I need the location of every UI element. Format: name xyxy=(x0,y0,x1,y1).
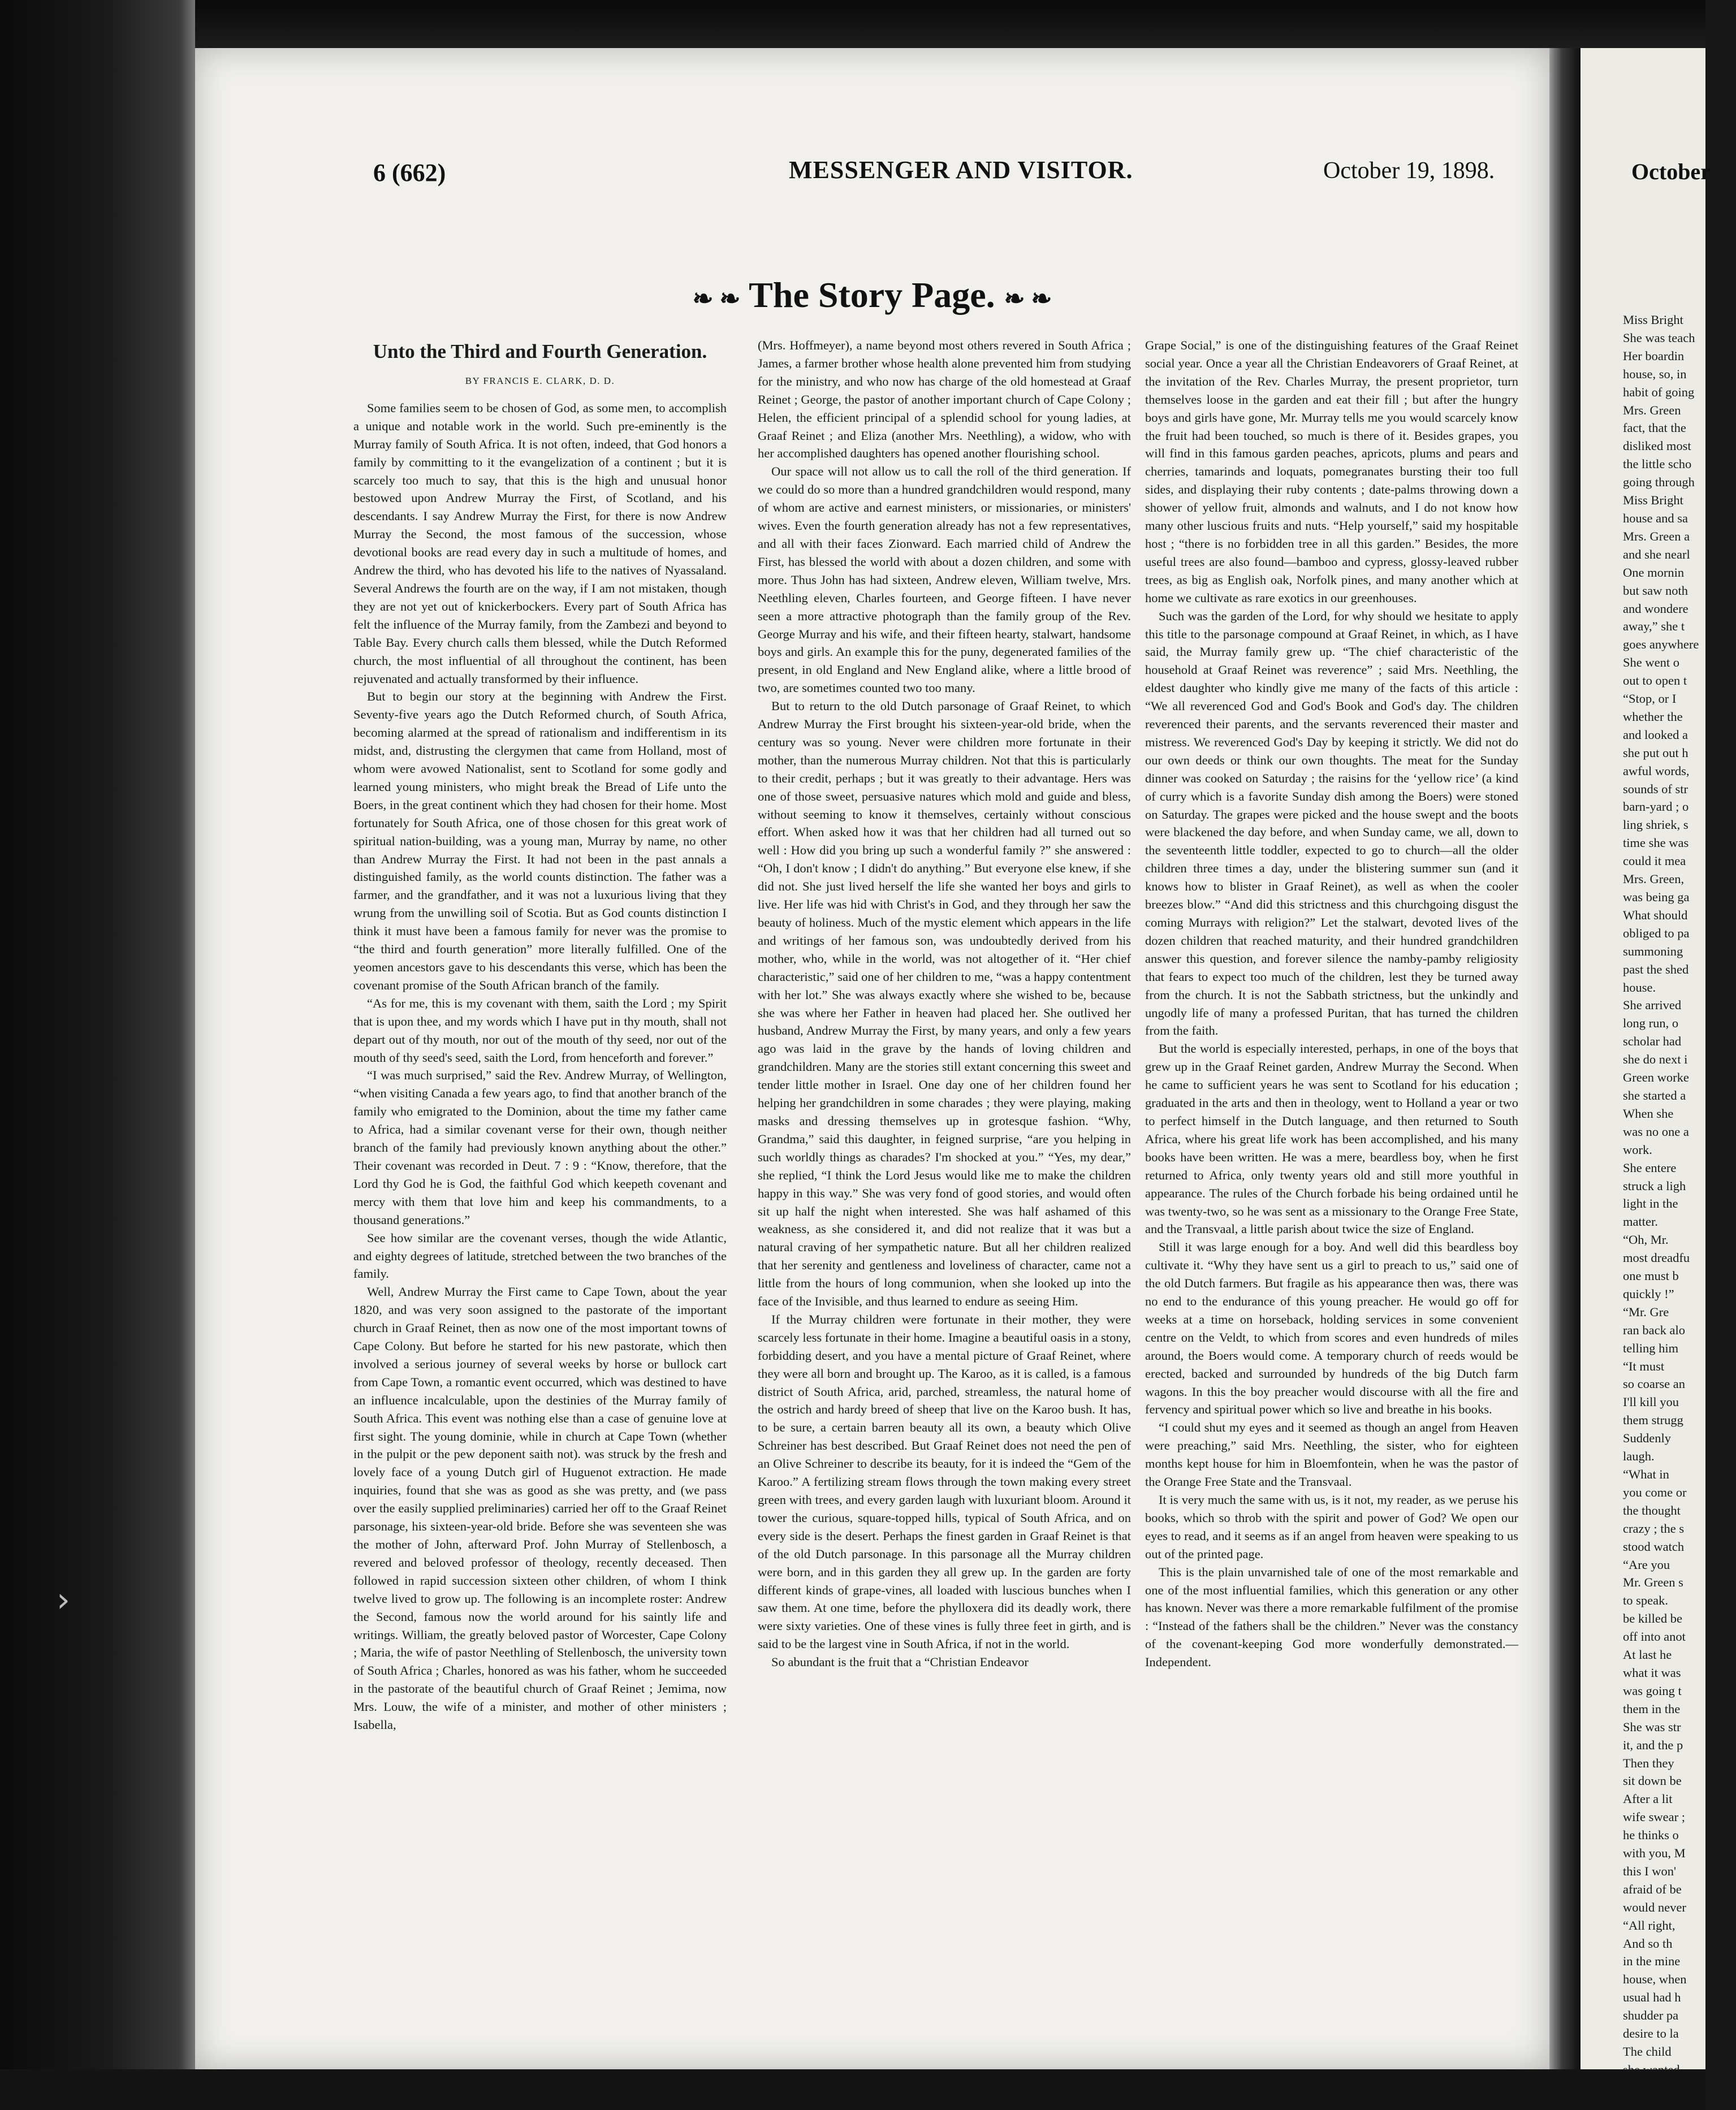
chevron-right-icon: › xyxy=(57,1580,70,1620)
adjacent-page-line: them strugg xyxy=(1623,1413,1683,1428)
adjacent-page xyxy=(1580,48,1711,2069)
article-paragraph: But to begin our story at the beginning with Andrew the First. Seventy-five years ago the Dutch Reformed church, of South Africa, becoming alarmed at the spread of rationalism and indifferentism in its midst, and, distrusting the clergymen that came from Holland, most of whom were avowed Nationalist, sent to Scotland for some godly and learned young ministers, who might break the Bread of Life unto the Boers, in the great continent which they had chosen for their home. Most fortunately for South Africa, one of those chosen for this great work of spiritual nation-building, was a young man, Murray by name, no other than Andrew Murray the First. It had not been in the past annals a distinguished family, as the world counts distinction. The father was a farmer, and the grandfather, and it was not a luxurious living that they wrung from the unwilling soil of Scotia. But as God counts distinction I think it must have been a famous family for never was the promise to “the third and fourth generation” more literally fulfilled. One of the yeomen ancestors gave to his descendants this verse, which has been the covenant promise of the South African branch of the family. xyxy=(353,689,727,992)
adjacent-page-line: house. xyxy=(1623,980,1656,995)
adjacent-page-line: desire to la xyxy=(1623,2026,1679,2041)
adjacent-page-header: October xyxy=(1631,159,1711,184)
adjacent-page-line: awful words, xyxy=(1623,763,1690,778)
adjacent-page-line: past the shed xyxy=(1623,962,1689,976)
article-paragraph: This is the plain unvarnished tale of one of the most remarkable and one of the most influential families, which this generation or any other has known. Never was there a more remarkable fulfilment of the promise : “Instead of the fathers shall be the children.” Never was the constancy of the covenant-keeping God more wonderfully demonstrated.—Independent. xyxy=(1145,1564,1518,1670)
scripture-quote: “As for me, this is my covenant with them, saith the Lord ; my Spirit that is upon thee, and my words which I have put in thy mouth, shall not depart out of thy mouth, nor out of the mouth of thy seed, nor out of the mouth of thy seed's seed, saith the Lord, from henceforth and forever.” xyxy=(353,996,727,1065)
adjacent-page-line: Mrs. Green, xyxy=(1623,872,1685,887)
adjacent-page-line: The child xyxy=(1623,2044,1672,2059)
article-paragraph: Still it was large enough for a boy. And well did this beardless boy cultivate it. “Why they have sent us a girl to preach to us,” said one of the old Dutch farmers. But fragile as his appearance then was, there was no end to the endurance of this young preacher. He would go off for weeks at a time on horseback, holding services in some convenient centre on the Veldt, to which from scores and even hundreds of miles around, the Boers would come. A temporary church of reeds would be erected, backed and surrounded by hundreds of the big Dutch farm wagons. In this the boy preacher would discourse with all the fire and fervency and spiritual power which so live and breathe in his books. xyxy=(1145,1240,1518,1417)
adjacent-page-line: She went o xyxy=(1623,655,1679,670)
adjacent-page-line: Miss Bright xyxy=(1623,313,1683,327)
adjacent-page-line: “Are you xyxy=(1623,1557,1670,1572)
adjacent-page-line: summoning xyxy=(1623,944,1683,958)
adjacent-page-line: what it was xyxy=(1623,1665,1681,1680)
article-paragraph: If the Murray children were fortunate in their mother, they were scarcely less fortunate in their home. Imagine a beautiful oasis in a stony, forbidding desert, and you have a mental picture of Graaf Reinet, where they were all born and brought up. The Karoo, as it is called, is a famous district of South Africa, arid, parched, streamless, the natural home of the ostrich and hardy breed of sheep that live on the Karoo bush. It has, to be sure, a certain barren beauty all its own, a beauty which Olive Schreiner has best described. But Graaf Reinet does not need the pen of an Olive Schreiner to describe its beauty, for it is indeed the “Gem of the Karoo.” A fertilizing stream flows through the town making every street green with trees, and every garden laugh with luxuriant bloom. Around it tower the curious, square-topped hills, typical of South Africa, and on every side is the desert. Perhaps the finest garden in Graaf Reinet is that of the old Dutch parsonage. In this parsonage all the Murray children were born, and in this garden they all grew up. In the garden are forty different kinds of grape-vines, all loaded with luscious bunches when I saw them. At one time, before the phylloxera did its deadly work, there were sixty varieties. One of these vines is fully three feet in girth, and is said to be the largest vine in South Africa, if not in the world. xyxy=(758,1312,1131,1651)
article-paragraph: Grape Social,” is one of the distinguishing features of the Graaf Reinet social year. Once a year all the Christian Endeavorers of Graaf Reinet, at the invitation of the Rev. Charles Murray, the present proprietor, turn themselves loose in the garden and eat their fill ; but after the hungry boys and girls have gone, Mr. Murray tells me you would scarcely know the fruit had been touched, so much is there of it. Besides grapes, you will find in this famous garden peaches, apricots, plums and pears and cherries, tamarinds and loquats, pomegranates bursting their too full sides, and displaying their ruby contents ; date-palms throwing down a shower of yellow fruit, almonds and walnuts, and I do not know how many other luscious fruits and nuts. “Help yourself,” said my hospitable host ; “there is no forbidden tree in all this garden.” Besides, the more useful trees are also found—bamboo and cypress, glossy-leaved rubber trees, as big as English oak, Norfolk pines, and many another which at home we cultivate as rare exotics in our greenhouses. xyxy=(1145,338,1518,605)
newspaper-page xyxy=(195,48,1549,2069)
adjacent-page-line: Suddenly xyxy=(1623,1431,1672,1446)
article-paragraph: But to return to the old Dutch parsonage of Graaf Reinet, to which Andrew Murray the First brought his sixteen-year-old bride, when the century was so young. Never were children more fortunate in their mother, than the numerous Murray children. Not that this is particularly to their credit, perhaps ; but it was greatly to their advantage. Hers was one of those sweet, persuasive natures which mold and guide and bless, without seeming to know it themselves, certainly without conscious effort. When asked how it was that her children had all turned out so well : How did you bring up such a wonderful family ?” she answered : “Oh, I don't know ; I didn't do anything.” But everyone else knew, if she did not. She just lived herself the life she wanted her boys and girls to live. Her life was hid with Christ's in God, and they through her saw the beauty of holiness. Much of the mystic element which appears in the life and writings of her famous son, was undoubtedly derived from his mother, who, while in the world, was not altogether of it. “Her chief characteristic,” said one of her children to me, “was a happy contentment with her lot.” She was always exactly where she wished to be, because she was where her Father in heaven had placed her. She outlived her husband, Andrew Murray the First, by many years, and only a few years ago was laid in the grave by the hands of loving children and grandchildren. Many are the stories still extant concerning this sweet and tender little mother in Israel. One day one of her children found her helping her grandchildren in some charades ; they were playing, making masks and dressing themselves up in grotesque fashion. “Why, Grandma,” said this daughter, in feigned surprise, “are you helping in such worldly things as charades? I'm shocked at you.” “Yes, my dear,” she replied, “I think the Lord Jesus would like me to make the children happy in this way.” She was very fond of good stories, and would often sit up half the night when interested. She was half ashamed of this weakness, as she considered it, and did not realize that it was but a natural craving of her sympathetic nature. But all her children realized that her serenity and gentleness and loveliness of character, came not a little from the hours of long communion, when she looked up into the face of the Invisible, and thus learned to endure as seeing Him. xyxy=(758,699,1131,1309)
adjacent-page-line: the thought xyxy=(1623,1503,1681,1517)
adjacent-page-line: out to open t xyxy=(1623,673,1687,688)
leaf-ornament-icon: ❧ ❧ xyxy=(692,285,741,313)
adjacent-page-line: but saw noth xyxy=(1623,583,1688,598)
adjacent-page-column xyxy=(1623,311,1736,2097)
adjacent-page-line: she do next i xyxy=(1623,1052,1688,1067)
article-title: Unto the Third and Fourth Generation. xyxy=(373,340,707,362)
adjacent-page-line: would never xyxy=(1623,1900,1686,1914)
newspaper-name: MESSENGER AND VISITOR. xyxy=(789,156,1133,184)
adjacent-page-line: with you, M xyxy=(1623,1846,1686,1861)
adjacent-page-line: “It must xyxy=(1623,1359,1665,1373)
adjacent-page-line: sounds of str xyxy=(1623,781,1689,796)
adjacent-page-line: She arrived xyxy=(1623,998,1682,1013)
adjacent-page-line: house, when xyxy=(1623,1972,1687,1987)
article-byline: BY FRANCIS E. CLARK, D. D. xyxy=(465,375,615,386)
adjacent-page-line: She was teach xyxy=(1623,330,1695,345)
adjacent-page-line: I'll kill you xyxy=(1623,1395,1679,1409)
adjacent-page-line: shudder pa xyxy=(1623,2008,1679,2023)
article-column-1 xyxy=(353,339,727,2066)
article-paragraph: Well, Andrew Murray the First came to Cape Town, about the year 1820, and was very soon assigned to the pastorate of the important church in Graaf Reinet, then as now one of the most important towns of Cape Colony. But before he started for his new pastorate, which then involved a serious journey of several weeks by horse or bullock cart from Cape Town, a romantic event occurred, which was destined to have an influence incalculable, upon the destinies of the Murray family of South Africa. This event was nothing else than a case of genuine love at first sight. The young dominie, while in church at Cape Town (whether in the pulpit or the pew deponent saith not). was struck by the fresh and lovely face of a young Dutch girl of Huguenot extraction. He made inquiries, found that she was as good as she was pretty, and (we pass over the easily supplied preliminaries) carried her off to the Graaf Reinet parsonage, his sixteen-year-old bride. Before she was seventeen she was the mother of John, afterward Prof. John Murray of Stellenbosch, a revered and beloved professor of theology, recently deceased. Then followed in rapid succession sixteen other children, of whom I think twelve lived to grow up. The following is an incomplete roster: Andrew the Second, famous now the world around for his saintly life and writings. William, the greatly beloved pastor of Worcester, Cape Colony ; Maria, the wife of pastor Neethling of Stellenbosch, the university town of South Africa ; Charles, honored as was his father, whom he succeeded in the pastorate of the beautiful church of Graaf Reinet ; Jemima, now Mrs. Louw, the wife of a minister, and mother of other ministers ; Isabella, xyxy=(353,1285,727,1732)
adjacent-page-line: One mornin xyxy=(1623,565,1685,580)
adjacent-page-line: in the mine xyxy=(1623,1954,1681,1969)
adjacent-page-line: was no one a xyxy=(1623,1124,1689,1139)
adjacent-page-line: sit down be xyxy=(1623,1774,1682,1788)
adjacent-page-line: she put out h xyxy=(1623,745,1689,760)
film-border-left xyxy=(0,0,195,2110)
adjacent-page-line: them in the xyxy=(1623,1701,1681,1716)
adjacent-page-line: obliged to pa xyxy=(1623,926,1690,940)
adjacent-page-line: most dreadfu xyxy=(1623,1251,1690,1265)
adjacent-page-line: She was str xyxy=(1623,1719,1681,1734)
adjacent-page-line: Then they xyxy=(1623,1756,1674,1770)
adjacent-page-line: he thinks o xyxy=(1623,1828,1679,1843)
film-border-top xyxy=(0,0,1705,48)
adjacent-page-line: Mrs. Green a xyxy=(1623,529,1690,543)
adjacent-page-line: ran back alo xyxy=(1623,1322,1685,1337)
article-column-2 xyxy=(758,336,1131,2066)
adjacent-page-line: it, and the p xyxy=(1623,1737,1683,1752)
adjacent-page-line: stood watch xyxy=(1623,1539,1685,1554)
article-paragraph: So abundant is the fruit that a “Christian Endeavor xyxy=(771,1655,1029,1670)
adjacent-page-line: When she xyxy=(1623,1106,1674,1121)
adjacent-page-line: afraid of be xyxy=(1623,1882,1682,1896)
article-paragraph: Some families seem to be chosen of God, as some men, to accomplish a unique and notable work in the world. Such pre-eminently is the Murray family of South Africa. It is not often, indeed, that God honors a family by committing to it the evangelization of a continent ; but it is scarcely too much to say, that this is the high and unusual honor bestowed upon Andrew Murray the First, of Scotland, and his descendants. I say Andrew Murray the First, for there is now Andrew Murray the Second, the most famous of the succession, whose devotional books are read every day in such a multitude of homes, and Andrew the third, who has devoted his life to the natives of Nyassaland. Several Andrews the fourth are on the way, if I am not mistaken, though they are not yet out of knickerbockers. Every part of South Africa has felt the influence of the Murray family, from the Zambezi and beyond to Table Bay. Every church calls them blessed, while the Dutch Reformed church, the most influential of all throughout the continent, has been rejuvenated and actually transformed by their influence. xyxy=(353,400,727,686)
adjacent-page-line: “Mr. Gre xyxy=(1623,1304,1669,1319)
adjacent-page-line: “Oh, Mr. xyxy=(1623,1233,1669,1247)
article-paragraph: Such was the garden of the Lord, for why should we hesitate to apply this title to the parsonage compound at Graaf Reinet, in which, as I have said, the Murray family grew up. “The chief characteristic of the household at Graaf Reinet was reverence” ; said Mrs. Neethling, the eldest daughter who kindly give me many of the facts of this article : “We all reverenced God and God's Book and God's day. The children reverenced their parents, and the servants reverenced their master and mistress. We reverenced God's Day by keeping it strictly. We did not do our own deeds or think our own thoughts. The meat for the Sunday dinner was cooked on Saturday ; the raisins for the ‘yellow rice’ (a kind of curry which is a favorite Sunday dish among the Boers) were stoned on Saturday. The grapes were picked and the house swept and the boots were blackened the day before, and when Sunday came, we all, down to the seventeenth little toddler, expected to go to church—all the older children three times a day, under the blistering summer sun (and it knows how to blister in Graaf Reinet), as well as when the cooler breezes blow.” “And did this strictness and this churchgoing disgust the coming Murrays with religion?” Let the stalwart, devoted lives of the dozen children that reached maturity, and their hundred grandchildren answer this question, and forever silence the namby-pamby religiosity that fears to expect too much of the children, lest they be turned away from the church. It is not the Sabbath strictness, but the unkindly and ungodly life of many a professed Puritan, that has turned the children from the faith. xyxy=(1145,608,1518,1038)
adjacent-page-line: was going t xyxy=(1623,1683,1682,1698)
article-column-3 xyxy=(1145,336,1518,2066)
adjacent-page-line: fact, that the xyxy=(1623,421,1686,435)
adjacent-page-line: usual had h xyxy=(1623,1990,1681,2005)
adjacent-page-line: And so th xyxy=(1623,1936,1673,1951)
adjacent-page-line: matter. xyxy=(1623,1214,1658,1229)
article-paragraph: See how similar are the covenant verses, though the wide Atlantic, and eighty degrees of latitude, stretched between the two branches of the family. xyxy=(353,1230,727,1281)
adjacent-page-line: ling shriek, s xyxy=(1623,818,1689,832)
adjacent-page-line: going through xyxy=(1623,475,1695,490)
adjacent-page-line: long run, o xyxy=(1623,1016,1679,1031)
article-paragraph: Our space will not allow us to call the roll of the third generation. If we could do so more than a hundred grandchildren would respond, many of whom are active and earnest ministers, or missionaries, or ministers' wives. Even the fourth generation already has not a few representatives, and all with their faces Zionward. Each married child of Andrew the First, has blessed the world with about a dozen children, and some with more. Thus John has had sixteen, Andrew eleven, William twelve, Mrs. Neethling eleven, Charles fourteen, and George fifteen. I have never seen a more attractive photograph than the family group of the Rev. George Murray and his wife, and their fifteen hearty, stalwart, handsome boys and girls. An example this for the puny, degenerated families of the present, in old England and New England alike, where a little brood of two, are sometimes counted two too many. xyxy=(758,464,1131,695)
adjacent-page-line: “Stop, or I xyxy=(1623,691,1677,706)
adjacent-page-line: and wondere xyxy=(1623,601,1689,616)
adjacent-page-line: quickly !” xyxy=(1623,1286,1674,1301)
adjacent-page-line: telling him xyxy=(1623,1341,1679,1355)
adjacent-page-line: she started a xyxy=(1623,1088,1686,1102)
adjacent-page-line: Miss Bright xyxy=(1623,493,1683,508)
adjacent-page-line: off into anot xyxy=(1623,1629,1686,1644)
adjacent-page-line: work. xyxy=(1623,1142,1652,1157)
article-paragraph: (Mrs. Hoffmeyer), a name beyond most others revered in South Africa ; James, a farmer brother whose health alone prevented him from studying for the ministry, and who now has charge of the old homestead at Graaf Reinet ; George, the pastor of another important church of Cape Colony ; Helen, the efficient principal of a splendid school for young ladies, at Graaf Reinet ; and Eliza (another Mrs. Neethling), a widow, who with her accomplished daughters has opened another flourishing school. xyxy=(758,338,1131,461)
adjacent-page-line: time she was xyxy=(1623,836,1689,850)
adjacent-page-line: to speak. xyxy=(1623,1593,1668,1608)
book-gutter xyxy=(1549,48,1580,2069)
issue-date: October 19, 1898. xyxy=(1323,158,1495,184)
adjacent-page-line: What should xyxy=(1623,907,1688,922)
adjacent-page-line: could it mea xyxy=(1623,854,1686,868)
leaf-ornament-icon: ❧ ❧ xyxy=(1004,285,1052,313)
adjacent-page-line: laugh. xyxy=(1623,1449,1655,1464)
page-number: 6 (662) xyxy=(373,159,446,187)
adjacent-page-line: Green worke xyxy=(1623,1070,1689,1085)
section-title-text: The Story Page. xyxy=(749,275,995,315)
article-paragraph: But the world is especially interested, perhaps, in one of the boys that grew up in the Graaf Reinet garden, Andrew Murray the Second. When he came to sufficient years he was sent to Scotland for his education ; graduated in the arts and then in theology, went to Holland a year or two to perfect himself in the Dutch language, and then returned to South Africa, where his great life work has been accomplished, and his many books have been written. He was a mere, beardless boy, when he first returned to Africa, only twenty years old and still more youthful in appearance. The rules of the Church forbade his being ordained until he was twenty-two, so he was sent as a missionary to the Orange Free State, and the Transvaal, a little parish about twice the size of England. xyxy=(1145,1041,1518,1236)
article-paragraph: “I was much surprised,” said the Rev. Andrew Murray, of Wellington, “when visiting Canada a few years ago, to find that another branch of the family who emigrated to the Dominion, about the time my father came to Africa, had a similar covenant verse for their own, though neither branch of the family had previously known anything about the other.” Their covenant was recorded in Deut. 7 : 9 : “Know, therefore, that the Lord thy God he is God, the faithful God which keepeth covenant and mercy with them that love him and keep his commandments, to a thousand generations.” xyxy=(353,1068,727,1227)
adjacent-page-line: one must b xyxy=(1623,1269,1679,1283)
adjacent-page-line: so coarse an xyxy=(1623,1377,1685,1391)
adjacent-page-line: barn-yard ; o xyxy=(1623,799,1689,814)
adjacent-page-line: be killed be xyxy=(1623,1611,1682,1626)
adjacent-page-line: you come or xyxy=(1623,1485,1687,1499)
adjacent-page-line: Mrs. Green xyxy=(1623,403,1681,417)
adjacent-page-line: At last he xyxy=(1623,1648,1672,1662)
adjacent-page-line: Her boardin xyxy=(1623,348,1685,363)
film-border-bottom xyxy=(0,2069,1705,2110)
adjacent-page-line: house, so, in xyxy=(1623,366,1687,381)
adjacent-page-line: After a lit xyxy=(1623,1792,1673,1806)
adjacent-page-line: away,” she t xyxy=(1623,619,1685,634)
adjacent-page-line: “All right, xyxy=(1623,1918,1675,1932)
article-paragraph: It is very much the same with us, is it not, my reader, as we peruse his books, which so throb with the spirit and power of God? We open our eyes to read, and it seems as if an angel from heaven were speaking to us out of the printed page. xyxy=(1145,1493,1518,1561)
adjacent-page-line: Mr. Green s xyxy=(1623,1575,1683,1590)
adjacent-page-line: was being ga xyxy=(1623,890,1690,904)
adjacent-page-line: and looked a xyxy=(1623,727,1688,742)
adjacent-page-line: scholar had xyxy=(1623,1034,1682,1049)
adjacent-page-line: goes anywhere xyxy=(1623,637,1699,652)
adjacent-page-line: whether the xyxy=(1623,709,1683,724)
article-paragraph: “I could shut my eyes and it seemed as though an angel from Heaven were preaching,” said Mrs. Neethling, the sister, who for eighteen months kept house for him in Bloemfontein, when he was the pastor of the Orange Free State and the Transvaal. xyxy=(1145,1420,1518,1489)
adjacent-page-line: disliked most xyxy=(1623,439,1691,453)
adjacent-page-line: “What in xyxy=(1623,1467,1669,1481)
adjacent-page-line: and she nearl xyxy=(1623,547,1690,561)
adjacent-page-line: crazy ; the s xyxy=(1623,1521,1685,1536)
adjacent-page-line: habit of going xyxy=(1623,384,1695,399)
adjacent-page-line: wife swear ; xyxy=(1623,1810,1685,1824)
adjacent-page-line: the little scho xyxy=(1623,457,1692,472)
adjacent-page-line: light in the xyxy=(1623,1196,1678,1211)
section-title xyxy=(195,274,1549,316)
adjacent-page-line: house and sa xyxy=(1623,511,1688,525)
adjacent-page-line: struck a ligh xyxy=(1623,1178,1686,1193)
adjacent-page-line: She entere xyxy=(1623,1160,1677,1175)
adjacent-page-line: this I won' xyxy=(1623,1863,1677,1878)
